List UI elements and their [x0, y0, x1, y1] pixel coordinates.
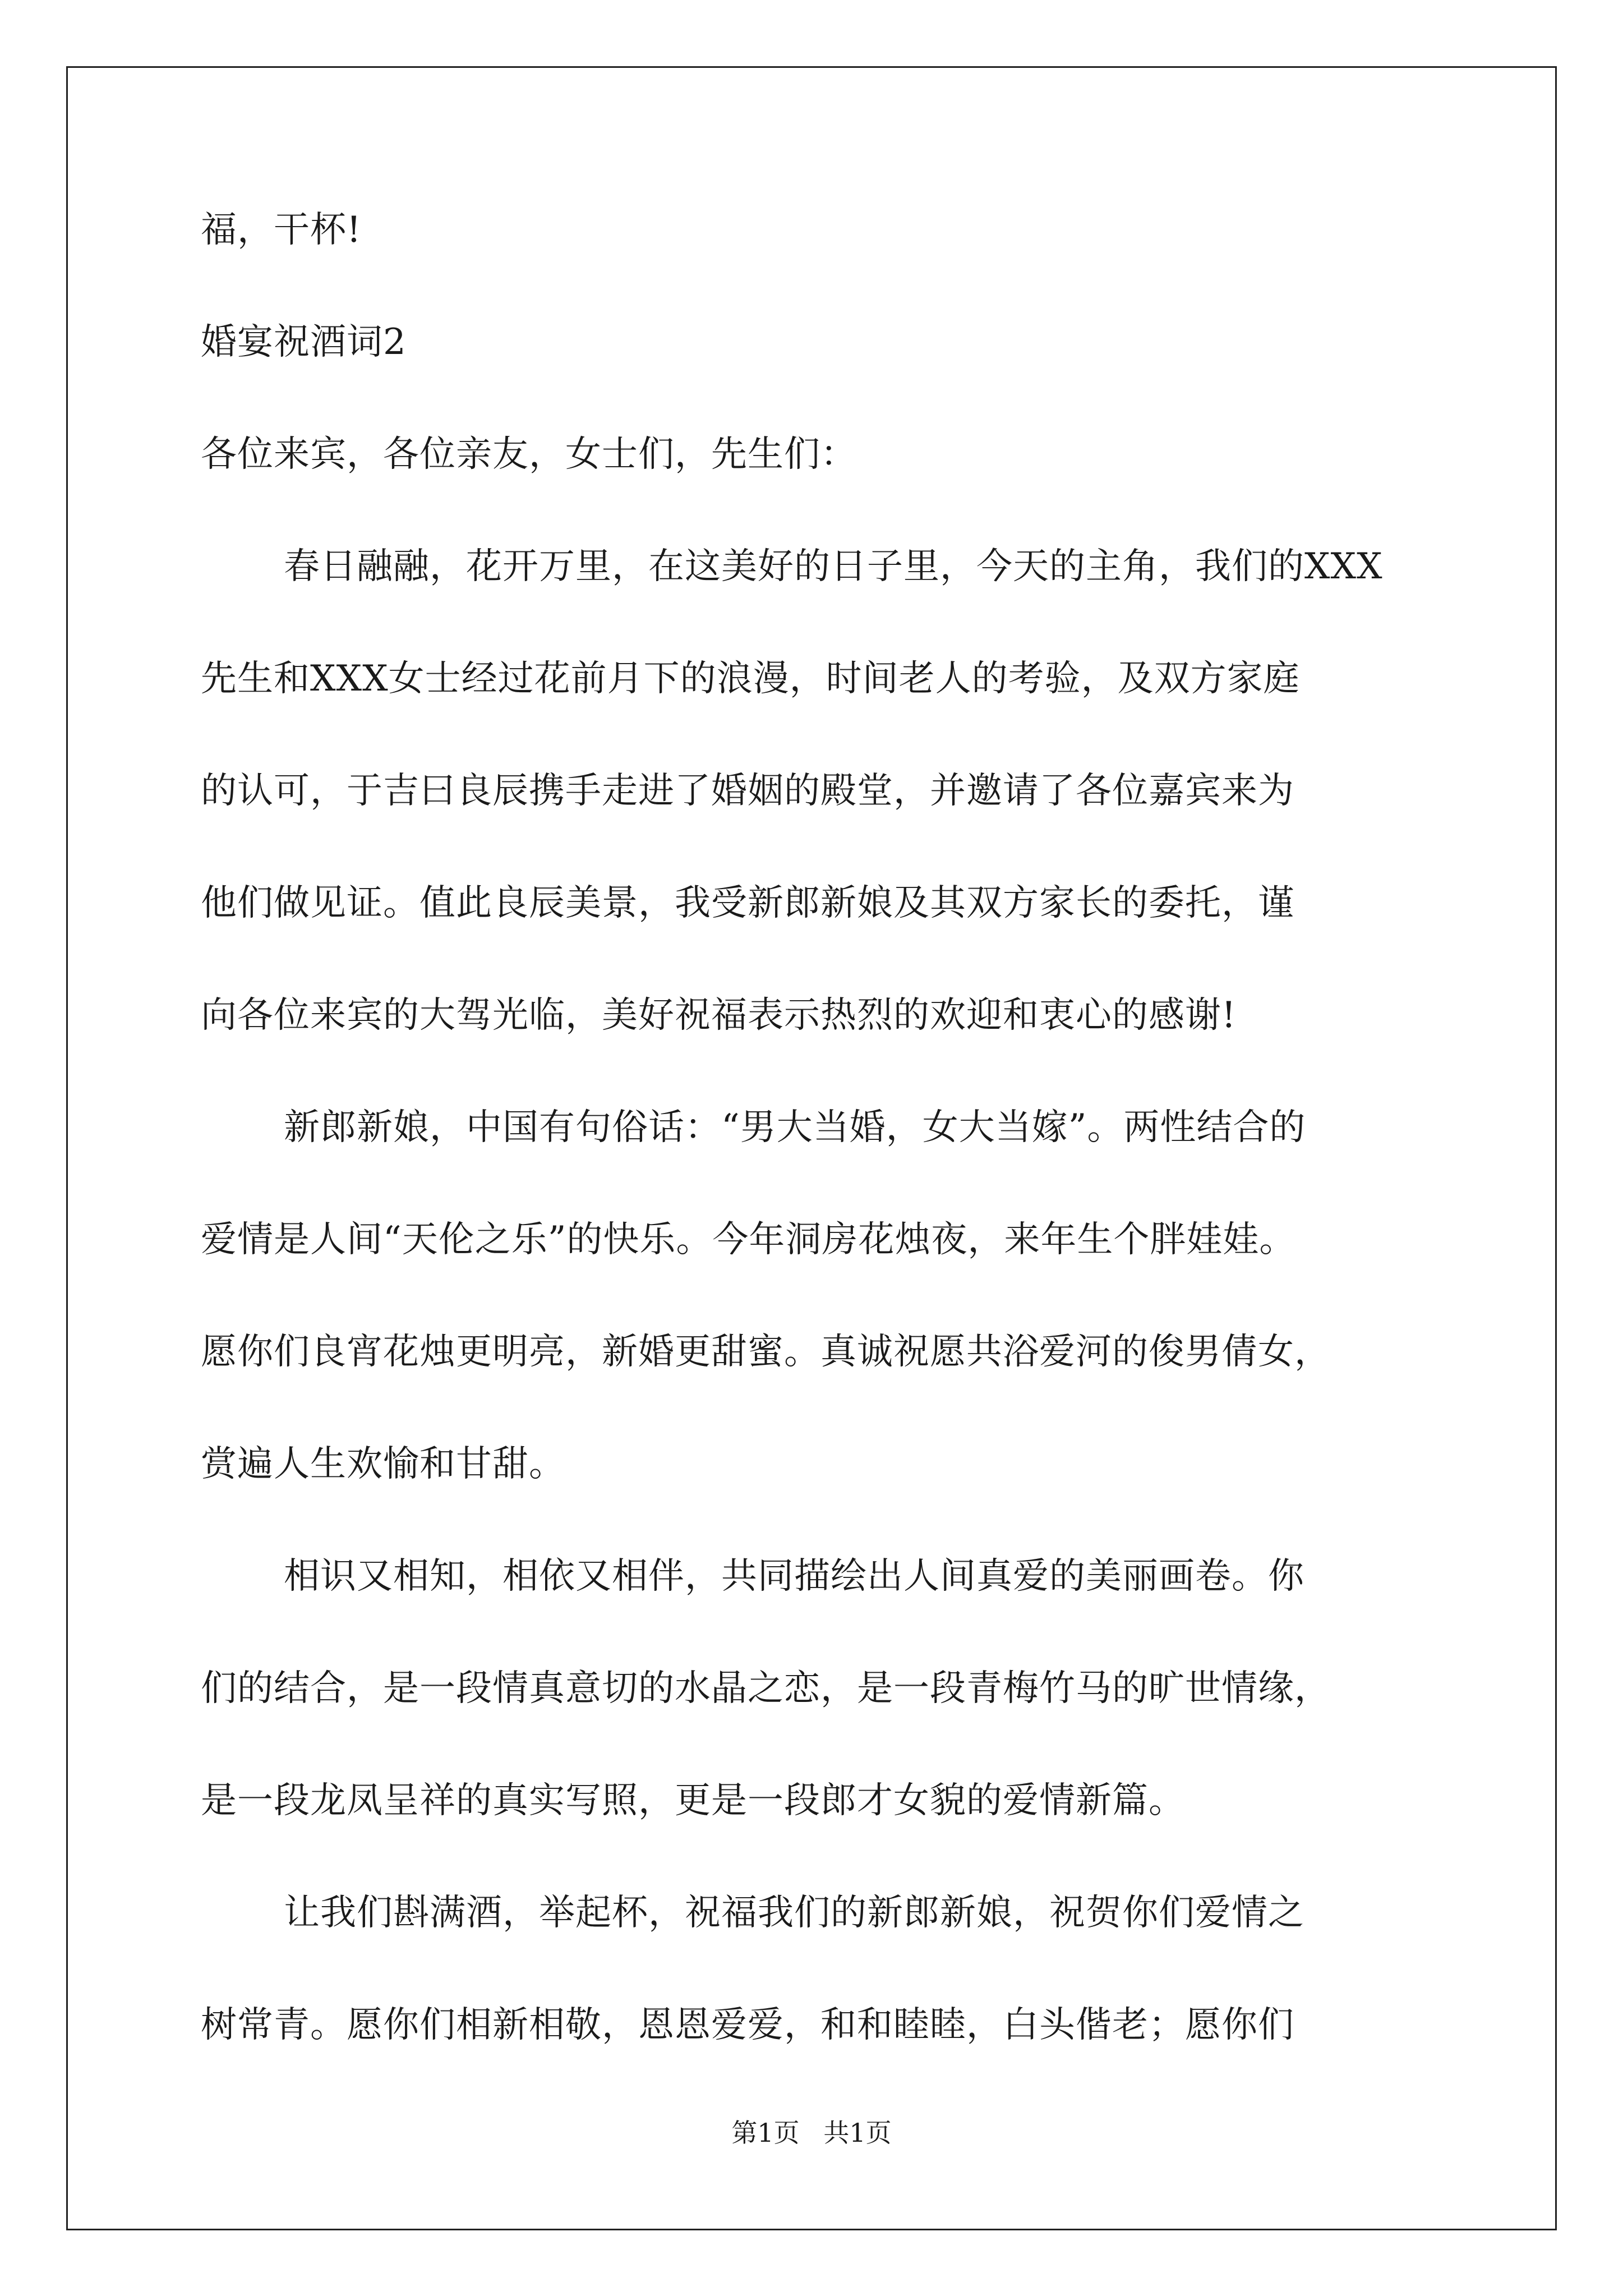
page-total: 共1页 — [823, 2118, 892, 2148]
paragraph-line: 向各位来宾的大驾光临，美好祝福表示热烈的欢迎和衷心的感谢! — [201, 995, 1237, 1036]
page-number: 第1页 — [731, 2118, 800, 2148]
text-line: 福，干杯! — [201, 209, 362, 251]
paragraph-line: 他们做见证。值此良辰美景，我受新郎新娘及其双方家长的委托，谨 — [201, 882, 1294, 924]
paragraph-line: 爱情是人间“天伦之乐”的快乐。今年洞房花烛夜，来年生个胖娃娃。 — [201, 1219, 1296, 1260]
paragraph-line: 先生和XXX女士经过花前月下的浪漫，时间老人的考验，及双方家庭 — [201, 658, 1300, 700]
salutation: 各位来宾，各位亲友，女士们，先生们： — [201, 434, 857, 475]
document-body — [201, 174, 1446, 2081]
paragraph-line: 是一段龙凤呈祥的真实写照，更是一段郎才女貌的爱情新篇。 — [201, 1780, 1185, 1821]
section-title: 婚宴祝酒词2 — [201, 321, 407, 363]
paragraph-line: 相识又相知，相依又相伴，共同描绘出人间真爱的美丽画卷。你 — [284, 1556, 1304, 1597]
paragraph-line: 让我们斟满酒，举起杯，祝福我们的新郎新娘，祝贺你们爱情之 — [284, 1892, 1304, 1934]
paragraph-line: 树常青。愿你们相新相敬，恩恩爱爱，和和睦睦，白头偕老；愿你们 — [201, 2004, 1294, 2046]
paragraph-line: 春日融融，花开万里，在这美好的日子里，今天的主角，我们的XXX — [284, 546, 1383, 587]
paragraph-line: 赏遍人生欢愉和甘甜。 — [201, 1443, 565, 1485]
page-footer — [0, 2116, 1623, 2150]
paragraph-line: 们的结合，是一段情真意切的水晶之恋，是一段青梅竹马的旷世情缘， — [201, 1668, 1331, 1709]
paragraph-line: 新郎新娘，中国有句俗话：“男大当婚，女大当嫁”。两性结合的 — [284, 1107, 1306, 1148]
paragraph-line: 愿你们良宵花烛更明亮，新婚更甜蜜。真诚祝愿共浴爱河的俊男倩女， — [201, 1331, 1331, 1373]
paragraph-line: 的认可，于吉曰良辰携手走进了婚姻的殿堂，并邀请了各位嘉宾来为 — [201, 770, 1294, 812]
